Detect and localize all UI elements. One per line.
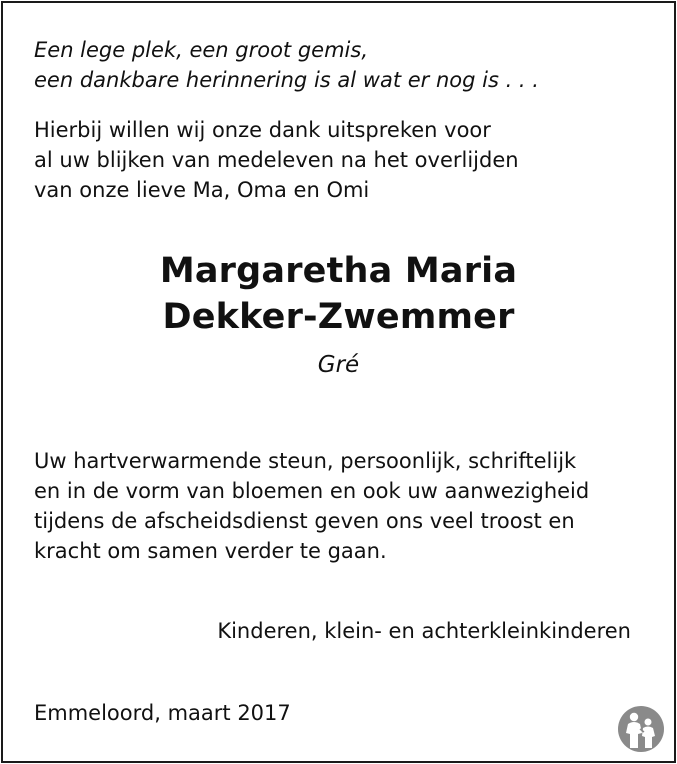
place-date: Emmeloord, maart 2017 bbox=[34, 701, 291, 725]
poem-line-1: Een lege plek, een groot gemis, bbox=[34, 38, 369, 62]
thanks-line-4: kracht om samen verder te gaan. bbox=[34, 539, 387, 563]
intro-line-1: Hierbij willen wij onze dank uitspreken voor bbox=[34, 118, 491, 142]
memorial-figures-logo-icon bbox=[617, 705, 665, 753]
thanks-line-2: en in de vorm van bloemen en ook uw aanwezigheid bbox=[34, 479, 590, 503]
deceased-name-line-2: Dekker-Zwemmer bbox=[162, 297, 515, 337]
thanks-line-1: Uw hartverwarmende steun, persoonlijk, schriftelijk bbox=[34, 449, 577, 473]
deceased-name-line-1: Margaretha Maria bbox=[159, 251, 518, 291]
signature: Kinderen, klein- en achterkleinkinderen bbox=[217, 619, 631, 643]
deceased-nickname: Gré bbox=[317, 352, 360, 378]
intro-line-2: al uw blijken van medeleven na het overlijden bbox=[34, 148, 519, 172]
thanks-line-3: tijdens de afscheidsdienst geven ons veel troost en bbox=[34, 509, 575, 533]
intro-line-3: van onze lieve Ma, Oma en Omi bbox=[34, 178, 370, 202]
poem-line-2: een dankbare herinnering is al wat er nog is . . . bbox=[34, 68, 539, 92]
